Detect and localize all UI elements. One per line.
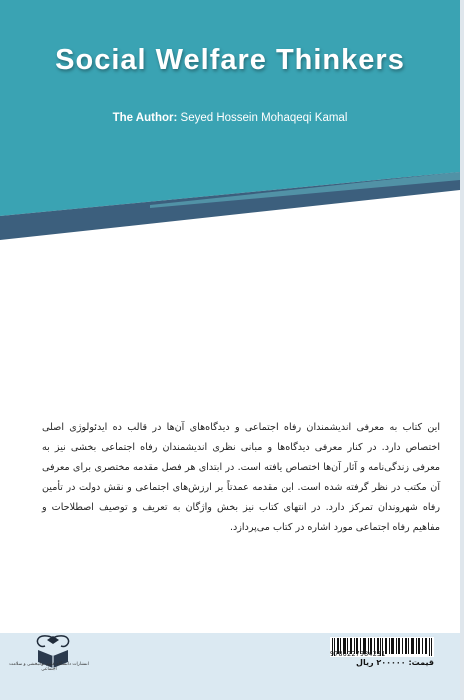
author-label: The Author:	[112, 112, 178, 124]
book-description	[42, 418, 440, 538]
book-emblem-icon	[12, 632, 94, 682]
isbn-number: 9786227984231	[330, 650, 386, 658]
book-title: Social Welfare Thinkers	[55, 44, 405, 76]
spine-edge	[460, 0, 464, 700]
description-text: این کتاب به معرفی اندیشمندان رفاه اجتماعی و دیدگاه‌های آن‌ها در قالب ده ایدئولوژی اصلی اختصاص دارد. در کنار معرفی دیدگاه‌ها و مبانی نظری اندیشمندان رفاه اجتماعی بخشی نیز به معرفی زندگی‌نامه و آثار آن‌ها اختصاص یافته است. در ابتدای هر فصل مقدمه مختصری برای معرفی آن مکتب در نظر گرفته شده است. این مقدمه عمدتاً بر ارزش‌های اجتماعی و نقش دولت در تأمین رفاه شهروندان تمرکز دارد. در انتهای کتاب نیز بخش واژگان به تعریف و توصیف اصطلاحات و مفاهیم رفاه اجتماعی مورد اشاره در کتاب می‌پردازد.	[42, 422, 440, 533]
publisher-name: انتشارات دانشگاه علوم توانبخشی و سلامت اجتماعی	[9, 662, 89, 672]
author-line	[0, 112, 460, 124]
author-name: Seyed Hossein Mohaqeqi Kamal	[180, 112, 348, 124]
price-label: قیمت: ۲۰۰۰۰۰ ریال	[356, 658, 434, 667]
